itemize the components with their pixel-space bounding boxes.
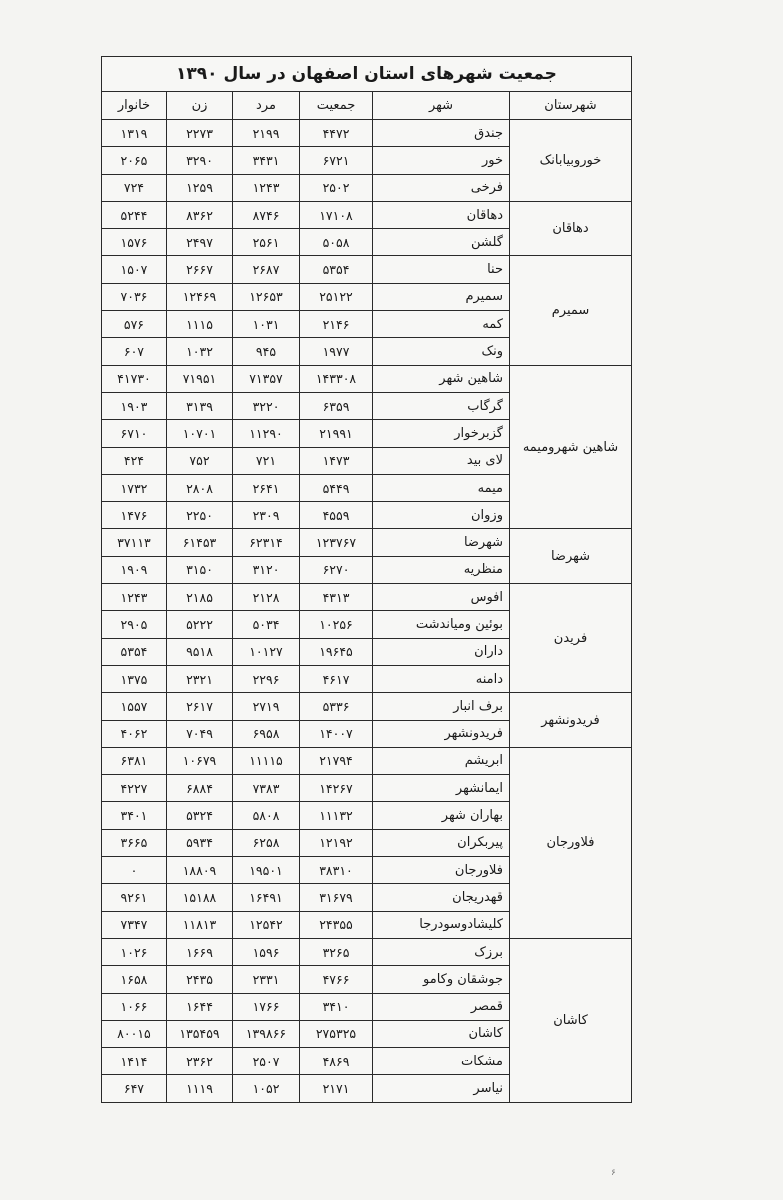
household-cell: ۱۹۰۳ [101,392,166,419]
population-table [101,56,632,1103]
male-cell: ۲۳۰۹ [233,502,300,529]
city-cell: گلشن [373,229,510,256]
population-cell: ۲۱۴۶ [300,311,373,338]
city-cell: گرگاب [373,392,510,419]
city-cell: ابریشم [373,747,510,774]
city-cell: فرخی [373,174,510,201]
female-cell: ۲۳۶۲ [167,1048,233,1075]
female-cell: ۱۱۸۱۳ [167,911,233,938]
household-cell: ۹۲۶۱ [101,884,166,911]
male-cell: ۲۳۳۱ [233,966,300,993]
household-cell: ۲۹۰۵ [101,611,166,638]
header-city: شهر [373,92,510,120]
population-cell: ۱۹۷۷ [300,338,373,365]
population-cell: ۱۴۳۳۰۸ [300,365,373,392]
city-cell: منظریه [373,556,510,583]
household-cell: ۶۰۷ [101,338,166,365]
female-cell: ۱۱۱۹ [167,1075,233,1102]
male-cell: ۱۱۲۹۰ [233,420,300,447]
header-county: شهرستان [510,92,632,120]
household-cell: ۱۴۷۶ [101,502,166,529]
header-population: جمعیت [300,92,373,120]
population-cell: ۳۲۶۵ [300,938,373,965]
female-cell: ۲۶۱۷ [167,693,233,720]
male-cell: ۷۲۱ [233,447,300,474]
male-cell: ۱۹۵۰۱ [233,857,300,884]
table-row [101,201,631,228]
population-cell: ۵۰۵۸ [300,229,373,256]
population-cell: ۳۴۱۰ [300,993,373,1020]
household-cell: ۷۲۴ [101,174,166,201]
male-cell: ۱۲۵۴۲ [233,911,300,938]
city-cell: شهرضا [373,529,510,556]
city-cell: وزوان [373,502,510,529]
household-cell: ۳۶۶۵ [101,829,166,856]
female-cell: ۵۳۲۴ [167,802,233,829]
female-cell: ۶۱۴۵۳ [167,529,233,556]
female-cell: ۱۱۱۵ [167,311,233,338]
female-cell: ۱۰۶۷۹ [167,747,233,774]
city-cell: کمه [373,311,510,338]
male-cell: ۱۰۳۱ [233,311,300,338]
male-cell: ۵۰۳۴ [233,611,300,638]
header-household: خانوار [101,92,166,120]
table-row [101,584,631,611]
population-cell: ۱۴۷۳ [300,447,373,474]
county-cell: فلاورجان [510,747,632,938]
household-cell: ۱۴۱۴ [101,1048,166,1075]
male-cell: ۲۵۶۱ [233,229,300,256]
female-cell: ۲۴۹۷ [167,229,233,256]
city-cell: کلیشادوسودرجا [373,911,510,938]
city-cell: جندق [373,120,510,147]
population-cell: ۴۸۶۹ [300,1048,373,1075]
population-cell: ۱۱۱۳۲ [300,802,373,829]
city-cell: بهاران شهر [373,802,510,829]
male-cell: ۲۵۰۷ [233,1048,300,1075]
male-cell: ۲۱۲۸ [233,584,300,611]
county-cell: فریدونشهر [510,693,632,748]
city-cell: بوئین ومیاندشت [373,611,510,638]
population-cell: ۲۱۷۹۴ [300,747,373,774]
male-cell: ۶۹۵۸ [233,720,300,747]
county-cell: کاشان [510,938,632,1102]
county-cell: خوروبیابانک [510,120,632,202]
female-cell: ۱۶۶۹ [167,938,233,965]
population-cell: ۳۱۶۷۹ [300,884,373,911]
table-row [101,529,631,556]
female-cell: ۷۱۹۵۱ [167,365,233,392]
male-cell: ۱۳۹۸۶۶ [233,1020,300,1047]
city-cell: دهاقان [373,201,510,228]
female-cell: ۲۱۸۵ [167,584,233,611]
title-row [101,57,631,92]
male-cell: ۲۱۹۹ [233,120,300,147]
population-cell: ۶۳۵۹ [300,392,373,419]
city-cell: نیاسر [373,1075,510,1102]
county-cell: دهاقان [510,201,632,256]
table-row [101,256,631,283]
household-cell: ۱۰۶۶ [101,993,166,1020]
male-cell: ۹۴۵ [233,338,300,365]
population-cell: ۴۷۶۶ [300,966,373,993]
population-cell: ۱۹۶۴۵ [300,638,373,665]
city-cell: فلاورجان [373,857,510,884]
household-cell: ۱۰۲۶ [101,938,166,965]
population-cell: ۲۱۷۱ [300,1075,373,1102]
household-cell: ۷۳۴۷ [101,911,166,938]
city-cell: شاهین شهر [373,365,510,392]
city-cell: افوس [373,584,510,611]
male-cell: ۲۶۸۷ [233,256,300,283]
city-cell: گزبرخوار [373,420,510,447]
city-cell: قمصر [373,993,510,1020]
male-cell: ۶۲۵۸ [233,829,300,856]
population-cell: ۴۶۱۷ [300,665,373,692]
female-cell: ۲۶۶۷ [167,256,233,283]
population-cell: ۱۰۲۵۶ [300,611,373,638]
male-cell: ۱۵۹۶ [233,938,300,965]
household-cell: ۸۰۰۱۵ [101,1020,166,1047]
population-cell: ۱۴۲۶۷ [300,775,373,802]
female-cell: ۳۱۳۹ [167,392,233,419]
male-cell: ۱۰۱۲۷ [233,638,300,665]
female-cell: ۳۱۵۰ [167,556,233,583]
household-cell: ۱۵۵۷ [101,693,166,720]
city-cell: داران [373,638,510,665]
male-cell: ۲۲۹۶ [233,665,300,692]
population-cell: ۲۵۱۲۲ [300,283,373,310]
population-document [102,56,632,1103]
population-cell: ۴۴۷۲ [300,120,373,147]
table-row [101,747,631,774]
city-cell: کاشان [373,1020,510,1047]
city-cell: ونک [373,338,510,365]
male-cell: ۱۶۴۹۱ [233,884,300,911]
household-cell: ۵۷۶ [101,311,166,338]
city-cell: پیربکران [373,829,510,856]
female-cell: ۵۹۳۴ [167,829,233,856]
household-cell: ۴۲۲۷ [101,775,166,802]
city-cell: قهدریجان [373,884,510,911]
county-cell: شاهین شهرومیمه [510,365,632,529]
population-cell: ۱۲۳۷۶۷ [300,529,373,556]
male-cell: ۸۷۴۶ [233,201,300,228]
population-cell: ۱۴۰۰۷ [300,720,373,747]
city-cell: برزک [373,938,510,965]
population-cell: ۲۴۳۵۵ [300,911,373,938]
female-cell: ۲۲۵۰ [167,502,233,529]
household-cell: ۴۱۷۳۰ [101,365,166,392]
household-cell: ۷۰۳۶ [101,283,166,310]
population-cell: ۶۷۲۱ [300,147,373,174]
household-cell: ۱۳۱۹ [101,120,166,147]
population-cell: ۶۲۷۰ [300,556,373,583]
county-cell: شهرضا [510,529,632,584]
table-body [101,120,631,1103]
male-cell: ۶۲۳۱۴ [233,529,300,556]
city-cell: ایمانشهر [373,775,510,802]
female-cell: ۱۰۳۲ [167,338,233,365]
female-cell: ۱۶۴۴ [167,993,233,1020]
city-cell: فریدونشهر [373,720,510,747]
male-cell: ۱۷۶۶ [233,993,300,1020]
city-cell: میمه [373,474,510,501]
male-cell: ۱۱۱۱۵ [233,747,300,774]
table-row [101,693,631,720]
household-cell: ۶۷۱۰ [101,420,166,447]
population-cell: ۵۴۴۹ [300,474,373,501]
male-cell: ۷۳۸۳ [233,775,300,802]
household-cell: ۱۶۵۸ [101,966,166,993]
male-cell: ۱۲۴۳ [233,174,300,201]
population-cell: ۵۳۵۴ [300,256,373,283]
female-cell: ۲۸۰۸ [167,474,233,501]
male-cell: ۱۲۶۵۳ [233,283,300,310]
city-cell: لای بید [373,447,510,474]
population-cell: ۲۵۰۲ [300,174,373,201]
female-cell: ۱۳۵۴۵۹ [167,1020,233,1047]
household-cell: ۲۰۶۵ [101,147,166,174]
female-cell: ۸۳۶۲ [167,201,233,228]
table-title: جمعیت شهرهای استان اصفهان در سال ۱۳۹۰ [101,57,631,92]
population-cell: ۱۷۱۰۸ [300,201,373,228]
table-row [101,365,631,392]
household-cell: ۴۲۴ [101,447,166,474]
female-cell: ۷۵۲ [167,447,233,474]
household-cell: ۱۲۴۳ [101,584,166,611]
city-cell: حنا [373,256,510,283]
male-cell: ۳۱۲۰ [233,556,300,583]
female-cell: ۱۲۴۶۹ [167,283,233,310]
table-row [101,938,631,965]
male-cell: ۳۴۳۱ [233,147,300,174]
female-cell: ۱۰۷۰۱ [167,420,233,447]
population-cell: ۳۸۳۱۰ [300,857,373,884]
female-cell: ۶۸۸۴ [167,775,233,802]
male-cell: ۳۲۲۰ [233,392,300,419]
female-cell: ۲۳۲۱ [167,665,233,692]
city-cell: برف انبار [373,693,510,720]
male-cell: ۵۸۰۸ [233,802,300,829]
page-number: ۶ [611,1168,616,1178]
population-cell: ۱۲۱۹۲ [300,829,373,856]
table-row [101,120,631,147]
population-cell: ۲۱۹۹۱ [300,420,373,447]
population-cell: ۴۳۱۳ [300,584,373,611]
male-cell: ۷۱۳۵۷ [233,365,300,392]
population-cell: ۵۳۳۶ [300,693,373,720]
household-cell: ۶۳۸۱ [101,747,166,774]
female-cell: ۵۲۲۲ [167,611,233,638]
household-cell: ۵۲۴۴ [101,201,166,228]
female-cell: ۱۸۸۰۹ [167,857,233,884]
male-cell: ۲۶۴۱ [233,474,300,501]
header-row [101,92,631,120]
household-cell: ۱۷۳۲ [101,474,166,501]
female-cell: ۲۴۳۵ [167,966,233,993]
male-cell: ۲۷۱۹ [233,693,300,720]
female-cell: ۷۰۴۹ [167,720,233,747]
city-cell: مشکات [373,1048,510,1075]
household-cell: ۴۰۶۲ [101,720,166,747]
female-cell: ۳۲۹۰ [167,147,233,174]
household-cell: ۱۹۰۹ [101,556,166,583]
county-cell: فریدن [510,584,632,693]
household-cell: ۳۷۱۱۳ [101,529,166,556]
population-cell: ۲۷۵۳۲۵ [300,1020,373,1047]
header-male: مرد [233,92,300,120]
household-cell: ۱۵۷۶ [101,229,166,256]
county-cell: سمیرم [510,256,632,365]
female-cell: ۱۲۵۹ [167,174,233,201]
female-cell: ۱۵۱۸۸ [167,884,233,911]
household-cell: ۳۴۰۱ [101,802,166,829]
male-cell: ۱۰۵۲ [233,1075,300,1102]
household-cell: ۰ [101,857,166,884]
city-cell: جوشقان وکامو [373,966,510,993]
city-cell: سمیرم [373,283,510,310]
female-cell: ۹۵۱۸ [167,638,233,665]
city-cell: دامنه [373,665,510,692]
female-cell: ۲۲۷۳ [167,120,233,147]
household-cell: ۱۵۰۷ [101,256,166,283]
household-cell: ۱۳۷۵ [101,665,166,692]
city-cell: خور [373,147,510,174]
household-cell: ۶۴۷ [101,1075,166,1102]
household-cell: ۵۳۵۴ [101,638,166,665]
header-female: زن [167,92,233,120]
population-cell: ۴۵۵۹ [300,502,373,529]
